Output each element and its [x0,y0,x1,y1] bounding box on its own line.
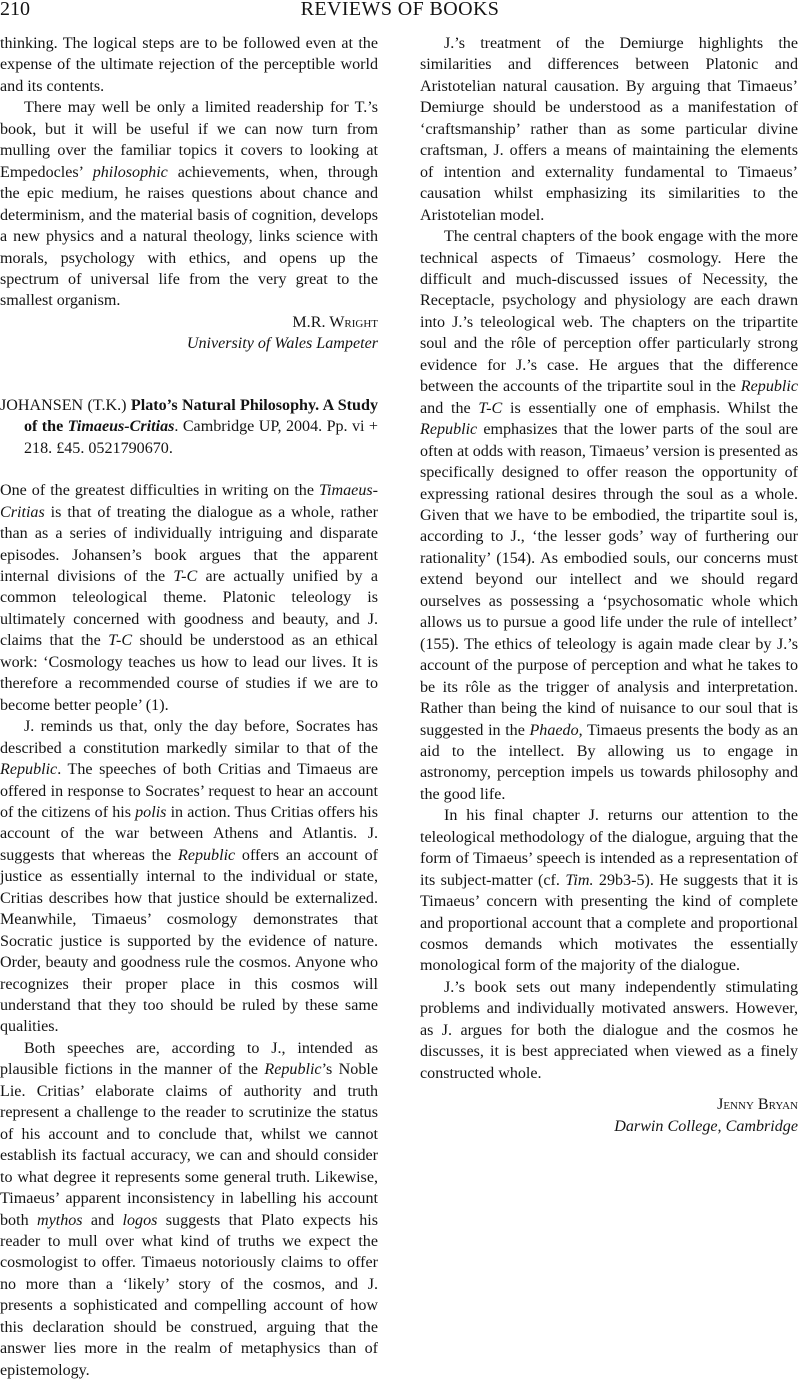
previous-reviewer-name: M.R. Wright [292,313,378,331]
review-paragraph-6: In his final chapter J. returns our attention to the teleological methodology of the dialogue, arguing that the form of Timaeus’ speech is intended as a representation of its subject-matter (cf. Tim. 29b3-5). He suggests that it is Timaeus’ concern with presenting the kind of complete and proportional account that a complete and proportional cosmos demands which motivates the essentially monological form of the majority of the dialogue. [420,807,798,975]
page-number: 210 [0,0,30,20]
review-paragraph-4: J.’s treatment of the Demiurge highlights the similarities and differences between Platonic and Aristotelian natural causation. By arguing that Timaeus’ Demiurge should be understood as a manifestation of ‘craftsmanship’ rather than as some particular divine craftsman, J. offers a means of maintaining the elements of intention and externality fundamental to Timaeus’ causation whilst emphasizing its similarities to the Aristotelian model. [420,35,798,224]
right-column [420,33,798,1137]
previous-review-paragraph: There may well be only a limited readership for T.’s book, but it will be useful if we can now turn from mulling over the familiar topics it covers to looking at Empedocles’ philosophic achievements, when, through the epic medium, he raises questions about chance and determinism, and the material basis of cognition, develops a new physics and a natural theology, links science with morals, psychology with ethics, and opens up the spectrum of universal life from the very great to the smallest organism. [0,99,379,310]
reviewer-affiliation: Darwin College, Cambridge [614,1117,798,1135]
review-paragraph-1: One of the greatest difficulties in writing on the Timaeus-Critias is that of treating the dialogue as a whole, rather than as a series of individually intriguing and disparate episodes. Johansen’s book argues that the apparent internal divisions of the T-C are actually unified by a common teleological theme. Platonic teleology is ultimately concerned with goodness and beauty, and J. claims that the T-C should be understood as an ethical work: ‘Cosmology teaches us how to lead our lives. It is therefore a recommended course of studies if we are to become better people’ (1). [0,482,379,714]
review-paragraph-2: J. reminds us that, only the day before, Socrates has described a constitution markedly similar to that of the Republic. The speeches of both Critias and Timaeus are offered in response to Socrates’ request to hear an account of the citizens of his polis in action. Thus Critias offers his account of the war between Athens and Atlantis. J. suggests that whereas the Republic offers an account of justice as essentially internal to the individual or state, Critias describes how that justice should be externalized. Meanwhile, Timaeus’ cosmology demonstrates that Socratic justice is supported by the evidence of nature. Order, beauty and goodness rule the cosmos. Anyone who recognizes their proper place in this cosmos will understand that they too should be ruled by these same qualities. [0,718,378,1036]
bibliographic-entry: JOHANSEN (T.K.) Plato’s Natural Philosophy. A Study of the Timaeus-Critias. Cambridge UP, 2004. Pp. vi + 218. £45. 0521790670. [0,396,378,457]
review-paragraph-5: The central chapters of the book engage with the more technical aspects of Timaeus’ cosmology. Here the difficult and much-discussed issues of Necessity, the Receptacle, psychology and physiology are each drawn into J.’s teleological web. The chapters on the tripartite soul and the rôle of perception offer particularly strong evidence for J.’s case. He argues that the difference between the accounts of the tripartite soul in the Republic and the T-C is essentially one of emphasis. Whilst the Republic emphasizes that the lower parts of the soul are often at odds with reason, Timaeus’ version is presented as specifically designed to offer reason the opportunity of expressing rational desires through the soul as a whole. Given that we have to be embodied, the tripartite soul is, according to J., ‘the lesser gods’ way of furthering our rationality’ (154). As embodied souls, our concerns must extend beyond our intellect and we should regard ourselves as possessing a ‘psychosomatic whole which allows us to pursue a good life under the rule of intellect’ (155). The ethics of teleology is again made clear by J.’s account of the purpose of perception and what he takes to be its rôle as the trigger of analysis and interpretation. Rather than being the kind of nuisance to our soul that is suggested in the Phaedo, Timaeus presents the body as an aid to the intellect. By allowing us to engage in astronomy, perception impels us towards philosophy and the good life. [420,228,798,803]
previous-review-continuation: thinking. The logical steps are to be followed even at the expense of the ultimate rejection of the perceptible world and its contents. [0,35,378,95]
running-title: REVIEWS OF BOOKS [300,0,500,20]
left-column [0,33,378,1381]
previous-reviewer-affiliation: University of Wales Lampeter [186,335,378,353]
review-paragraph-3: Both speeches are, according to J., intended as plausible fictions in the manner of the Republic’s Noble Lie. Critias’ elaborate claims of authority and truth represent a challenge to the reader to scrutinize the status of his account and to conclude that, whilst we cannot establish its factual accuracy, we can and should consider to what degree it represents some general truth. Likewise, Timaeus’ apparent inconsistency in labelling his account both mythos and logos suggests that Plato expects his reader to mull over what kind of truths we expect the cosmologist to offer. Timaeus notoriously claims to offer no more than a ‘likely’ story of the cosmos, and J. presents a sophisticated and compelling account of how this declaration should be construed, arguing that the answer lies more in the realm of metaphysics than of epistemology. [0,1039,378,1379]
reviewer-name: Jenny Bryan [717,1096,798,1114]
review-paragraph-7: J.’s book sets out many independently stimulating problems and individually motivated answers. However, as J. argues for both the dialogue and the cosmos he discusses, it is best appreciated when viewed as a finely constructed whole. [420,978,798,1082]
